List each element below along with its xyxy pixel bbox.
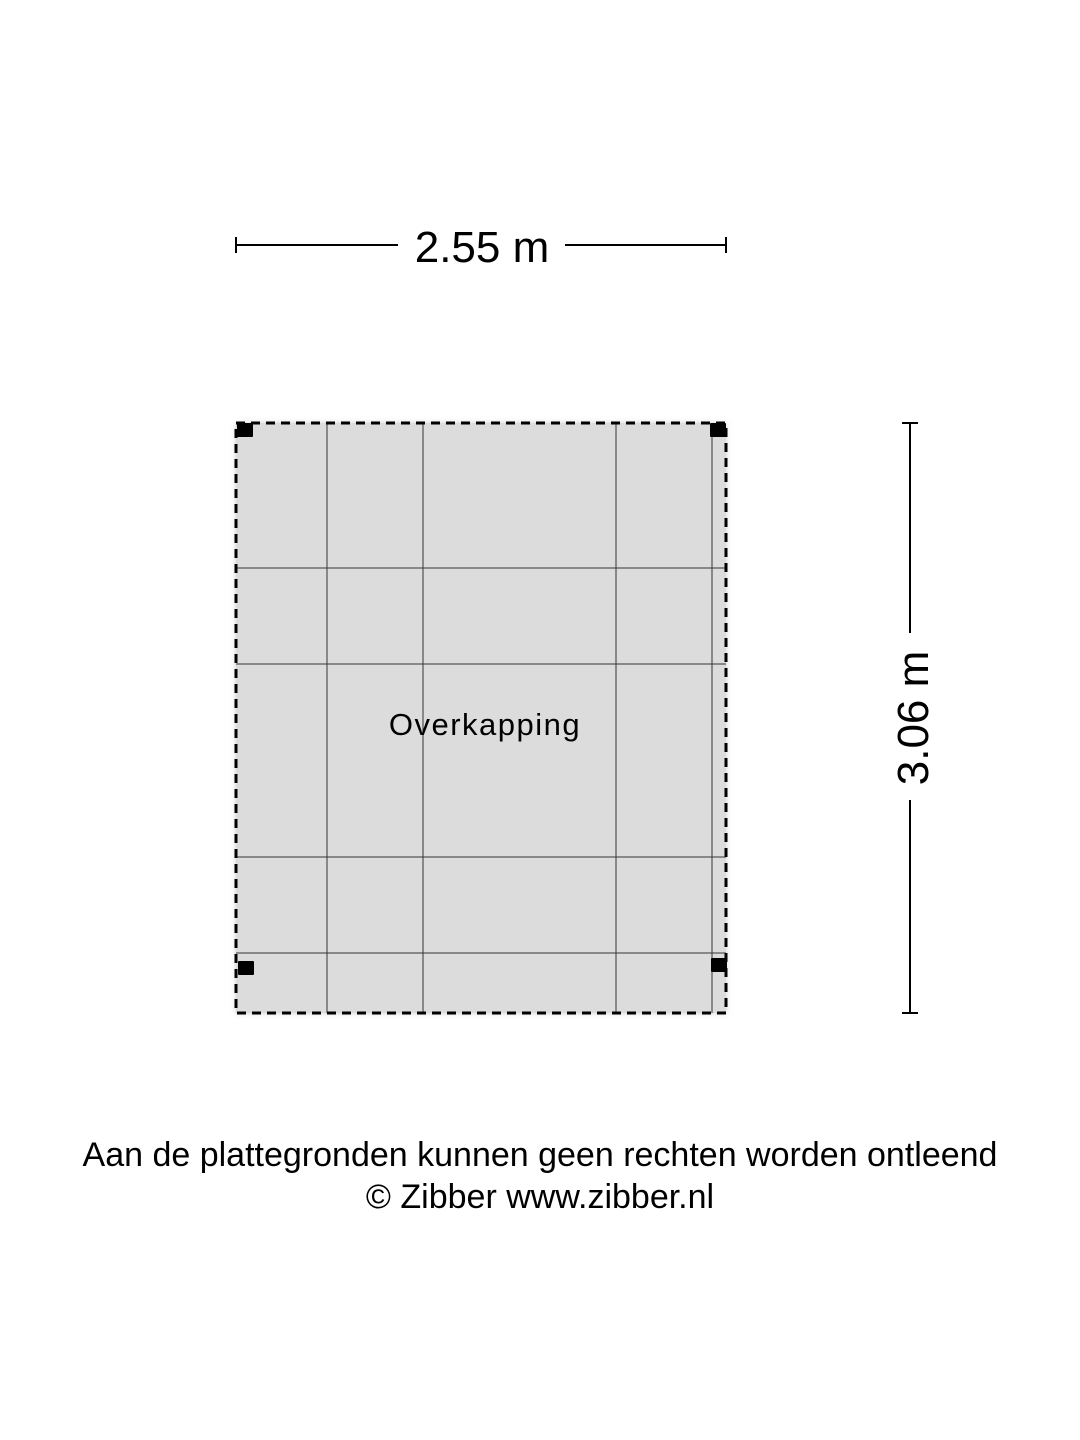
height-label: 3.06 m bbox=[889, 650, 938, 786]
width-dimension bbox=[236, 223, 726, 272]
height-dimension bbox=[889, 423, 938, 1013]
room-label: Overkapping bbox=[388, 707, 582, 742]
copyright-text: © Zibber www.zibber.nl bbox=[365, 1178, 715, 1216]
post-bottom-left bbox=[238, 961, 254, 975]
post-top-right bbox=[710, 423, 726, 437]
width-label: 2.55 m bbox=[414, 223, 550, 272]
post-top-left bbox=[237, 423, 253, 437]
room-overkapping bbox=[236, 423, 727, 1013]
post-bottom-right bbox=[711, 958, 727, 972]
disclaimer-text: Aan de plattegronden kunnen geen rechten worden ontleend bbox=[82, 1136, 998, 1174]
